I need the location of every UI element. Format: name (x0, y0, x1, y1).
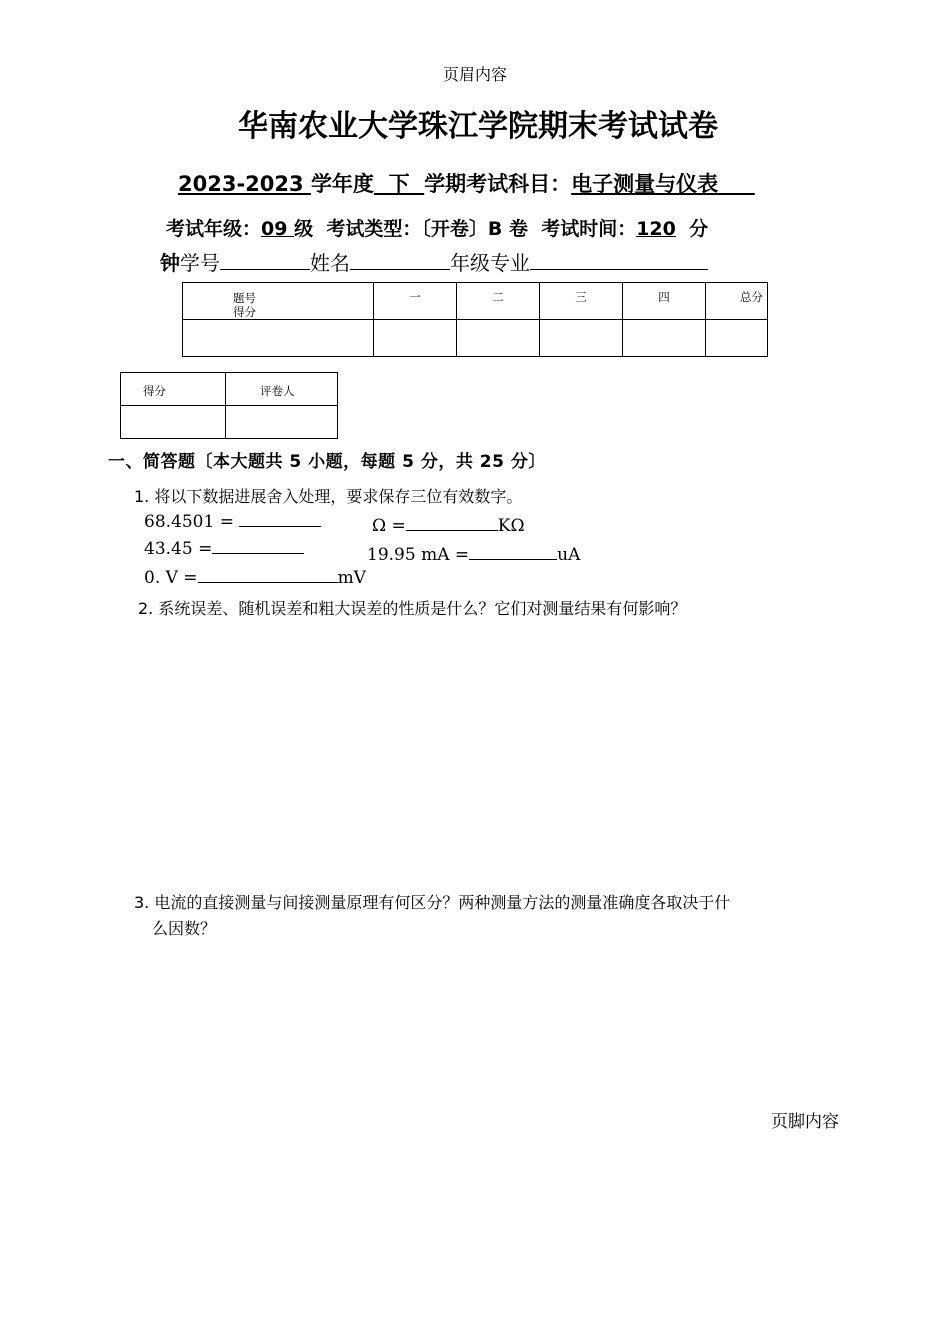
question-2-text: 2. 系统误差、随机误差和粗大误差的性质是什么？它们对测量结果有何影响？ (138, 599, 687, 618)
q1-item-5 (144, 566, 366, 588)
q1-item-2-answer[interactable] (406, 514, 498, 531)
question-3-line-1: 3. 电流的直接测量与间接测量原理有何区分？两种测量方法的测量准确度各取决于什 (134, 893, 731, 912)
student-name-field[interactable] (350, 253, 450, 270)
grader-name-label: 评卷人 (226, 373, 338, 406)
q1-item-2-label: Ω = (372, 516, 406, 536)
student-id-field[interactable] (220, 253, 310, 270)
grader-score-label: 得分 (121, 373, 226, 406)
score-label: 得分 (233, 305, 256, 319)
q1-item-1-label: 68.4501 = (144, 512, 234, 532)
student-major-field[interactable] (530, 253, 708, 270)
score-cell[interactable] (457, 320, 540, 357)
question-3-line-2: 么因数？ (152, 919, 217, 938)
grade-label: 考试年级： (166, 218, 262, 240)
score-col-4: 四 (623, 283, 706, 320)
time-unit: 分 (689, 218, 709, 240)
grader-table (120, 372, 338, 439)
q1-item-1 (144, 510, 321, 532)
grade-value: 09 (261, 218, 288, 240)
q1-item-2 (372, 514, 525, 536)
q1-item-4-unit: uA (557, 545, 581, 565)
section-1-heading: 一、简答题〔本大题共 5 小题，每题 5 分，共 25 分〕 (108, 452, 546, 472)
score-table-row-header (183, 283, 374, 320)
student-info-line (160, 247, 708, 276)
score-col-3: 三 (540, 283, 623, 320)
semester-label: 学期考试科目： (424, 172, 572, 196)
exam-info-line (166, 214, 708, 241)
semester-value: 下 (388, 172, 410, 196)
score-col-2: 二 (457, 283, 540, 320)
time-unit-continued: 钟 (160, 251, 180, 275)
time-value: 120 (636, 218, 676, 240)
student-major-label: 年级专业 (450, 251, 530, 275)
q1-item-2-unit: KΩ (497, 516, 525, 536)
q1-item-4 (367, 543, 580, 565)
q1-item-3 (144, 537, 304, 559)
subject-value: 电子测量与仪表 (571, 172, 719, 196)
q1-item-4-label: 19.95 mA = (367, 545, 470, 565)
student-id-label: 学号 (180, 251, 220, 275)
score-col-1: 一 (374, 283, 457, 320)
student-name-label: 姓名 (310, 251, 350, 275)
q1-item-5-unit: mV (337, 568, 366, 588)
score-table (182, 282, 768, 357)
q1-item-1-answer[interactable] (239, 510, 321, 527)
academic-year-label: 学年度 (310, 172, 374, 196)
academic-year: 2023-2023 (178, 172, 304, 196)
exam-type: 考试类型：〔开卷〕B 卷 (326, 218, 528, 240)
grade-unit: 级 (294, 218, 314, 240)
score-cell[interactable] (183, 320, 374, 357)
page-footer: 页脚内容 (771, 1112, 839, 1132)
score-cell[interactable] (623, 320, 706, 357)
exam-subject-line (178, 168, 755, 198)
exam-title: 华南农业大学珠江学院期末考试试卷 (238, 109, 718, 144)
question-1-text: 1. 将以下数据进展舍入处理，要求保存三位有效数字。 (134, 487, 523, 506)
grader-name-cell[interactable] (226, 406, 338, 439)
grader-score-cell[interactable] (121, 406, 226, 439)
score-col-total: 总分 (706, 283, 768, 320)
q1-item-4-answer[interactable] (469, 543, 557, 560)
score-cell[interactable] (374, 320, 457, 357)
score-cell[interactable] (540, 320, 623, 357)
question-number-label: 题号 (233, 291, 256, 305)
q1-item-5-answer[interactable] (198, 566, 338, 583)
q1-item-3-answer[interactable] (212, 537, 304, 554)
q1-item-5-label: 0. V = (144, 568, 198, 588)
score-cell[interactable] (706, 320, 768, 357)
time-label: 考试时间： (541, 218, 637, 240)
q1-item-3-label: 43.45 = (144, 539, 213, 559)
page-header: 页眉内容 (442, 65, 507, 84)
